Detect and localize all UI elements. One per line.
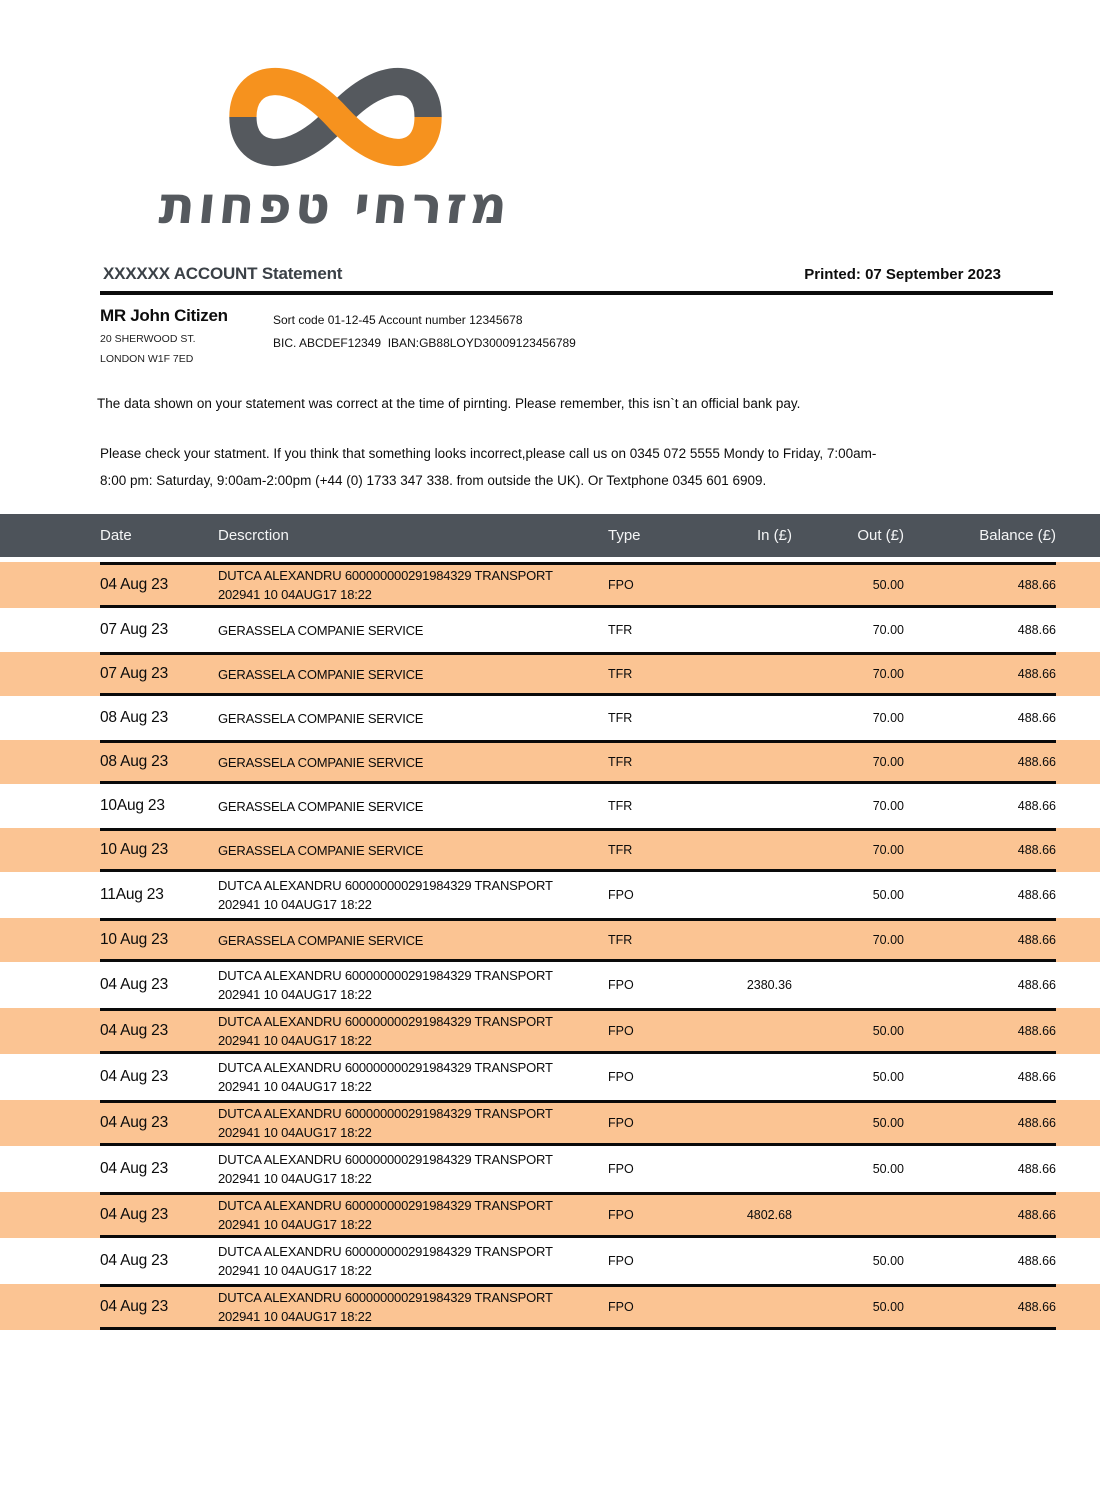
cell-type: FPO [608,1070,634,1084]
cell-balance: 488.66 [1017,1162,1056,1176]
cell-date: 04 Aug 23 [100,1298,169,1315]
description-line-1: GERASSELA COMPANIE SERVICE [218,710,424,726]
cell-balance: 488.66 [1017,667,1056,681]
description-line-1: DUTCA ALEXANDRU 600000000291984329 TRANSPORT [218,1152,553,1167]
table-row [0,828,1100,872]
cell-description [218,931,608,950]
cell-date: 04 Aug 23 [100,1022,169,1039]
cell-type: FPO [608,1208,634,1222]
cell-out: 50.00 [872,1162,904,1176]
cell-description [218,876,608,914]
cell-type: TFR [608,711,633,725]
cell-type: TFR [608,623,633,637]
bic-iban: BIC. ABCDEF12349 IBAN:GB88LOYD30009123456789 [273,336,576,350]
column-header-type: Type [608,527,641,544]
table-row [0,1284,1100,1330]
cell-out: 70.00 [872,799,904,813]
cell-description [218,1104,608,1142]
cell-balance: 488.66 [1017,799,1056,813]
column-header-date: Date [100,527,132,544]
cell-description [218,1196,608,1234]
cell-balance: 488.66 [1017,888,1056,902]
cell-description [218,1058,608,1096]
cell-description [218,1012,608,1050]
description-line-1: GERASSELA COMPANIE SERVICE [218,932,424,948]
cell-balance: 488.66 [1017,933,1056,947]
cell-description [218,665,608,684]
cell-in: 4802.68 [746,1208,792,1222]
cell-out: 70.00 [872,711,904,725]
cell-type: FPO [608,1116,634,1130]
table-row [0,872,1100,918]
table-row [0,1008,1100,1054]
sort-code-account-number: Sort code 01-12-45 Account number 12345678 [273,313,523,327]
cell-type: FPO [608,578,634,592]
cell-description [218,709,608,728]
cell-balance: 488.66 [1017,978,1056,992]
description-line-1: DUTCA ALEXANDRU 600000000291984329 TRANSPORT [218,1290,553,1305]
description-line-1: GERASSELA COMPANIE SERVICE [218,622,424,638]
cell-balance: 488.66 [1017,578,1056,592]
description-line-1: GERASSELA COMPANIE SERVICE [218,754,424,770]
cell-type: FPO [608,978,634,992]
cell-out: 50.00 [872,578,904,592]
table-row [0,696,1100,740]
description-line-1: DUTCA ALEXANDRU 600000000291984329 TRANSPORT [218,1060,553,1075]
description-line-2: 202941 10 04AUG17 18:22 [218,1125,372,1140]
cell-date: 04 Aug 23 [100,1160,169,1177]
description-line-1: GERASSELA COMPANIE SERVICE [218,798,424,814]
cell-type: FPO [608,1162,634,1176]
table-row [0,608,1100,652]
table-row [0,784,1100,828]
cell-out: 50.00 [872,1024,904,1038]
cell-date: 04 Aug 23 [100,1114,169,1131]
table-row [0,1146,1100,1192]
description-line-1: DUTCA ALEXANDRU 600000000291984329 TRANSPORT [218,1014,553,1029]
description-line-2: 202941 10 04AUG17 18:22 [218,1033,372,1048]
bank-name-hebrew: מזרחי טפחות [156,176,514,236]
cell-type: TFR [608,843,633,857]
cell-balance: 488.66 [1017,623,1056,637]
cell-date: 04 Aug 23 [100,1068,169,1085]
table-row [0,1238,1100,1284]
description-line-2: 202941 10 04AUG17 18:22 [218,1217,372,1232]
cell-out: 70.00 [872,623,904,637]
cell-date: 10Aug 23 [100,797,165,814]
description-line-2: 202941 10 04AUG17 18:22 [218,987,372,1002]
cell-date: 10 Aug 23 [100,841,169,858]
description-line-2: 202941 10 04AUG17 18:22 [218,1263,372,1278]
description-line-2: 202941 10 04AUG17 18:22 [218,587,372,602]
description-line-1: DUTCA ALEXANDRU 600000000291984329 TRANSPORT [218,878,553,893]
cell-date: 11Aug 23 [100,886,164,903]
notice-paragraph-1: The data shown on your statement was correct at the time of pirnting. Please remember, this isn`t an official bank pay. [97,396,801,411]
cell-date: 04 Aug 23 [100,976,169,993]
cell-date: 10 Aug 23 [100,931,169,948]
description-line-1: DUTCA ALEXANDRU 600000000291984329 TRANSPORT [218,1106,553,1121]
cell-balance: 488.66 [1017,755,1056,769]
statement-title: XXXXXX ACCOUNT Statement [103,264,343,283]
column-header-balance: Balance (£) [979,527,1056,544]
notice-paragraph-2-line-1: Please check your statment. If you think that something looks incorrect,please call us on 0345 072 5555 Mondy to Friday, 7:00am- [100,446,877,461]
cell-out: 50.00 [872,888,904,902]
cell-type: TFR [608,755,633,769]
table-header-row [0,514,1100,557]
cell-date: 04 Aug 23 [100,1206,169,1223]
description-line-1: DUTCA ALEXANDRU 600000000291984329 TRANSPORT [218,568,553,583]
cell-balance: 488.66 [1017,1070,1056,1084]
cell-description [218,1288,608,1326]
table-row [0,652,1100,696]
description-line-2: 202941 10 04AUG17 18:22 [218,1171,372,1186]
cell-balance: 488.66 [1017,1208,1056,1222]
cell-out: 50.00 [872,1300,904,1314]
cell-description [218,621,608,640]
cell-balance: 488.66 [1017,711,1056,725]
cell-type: TFR [608,667,633,681]
table-row [0,562,1100,608]
table-row [0,918,1100,962]
cell-type: TFR [608,933,633,947]
cell-description [218,1150,608,1188]
cell-description [218,566,608,604]
column-header-description: Descrction [218,527,289,544]
cell-out: 50.00 [872,1070,904,1084]
account-holder-name: MR John Citizen [100,306,228,325]
cell-description [218,797,608,816]
notice-paragraph-2 [100,440,960,494]
cell-type: FPO [608,1300,634,1314]
cell-type: FPO [608,1254,634,1268]
cell-type: FPO [608,888,634,902]
header-divider [100,291,1053,295]
description-line-1: DUTCA ALEXANDRU 600000000291984329 TRANSPORT [218,1244,553,1259]
description-line-2: 202941 10 04AUG17 18:22 [218,897,372,912]
description-line-1: DUTCA ALEXANDRU 600000000291984329 TRANSPORT [218,968,553,983]
cell-balance: 488.66 [1017,1116,1056,1130]
cell-in: 2380.36 [746,978,792,992]
description-line-1: GERASSELA COMPANIE SERVICE [218,842,424,858]
cell-out: 70.00 [872,933,904,947]
table-body [0,562,1100,1330]
column-header-out: Out (£) [857,527,904,544]
table-row [0,1100,1100,1146]
address-line-1: 20 SHERWOOD ST. [100,333,196,345]
table-row [0,1192,1100,1238]
cell-type: FPO [608,1024,634,1038]
cell-balance: 488.66 [1017,1300,1056,1314]
infinity-logo-icon [213,58,458,176]
cell-out: 70.00 [872,843,904,857]
description-line-2: 202941 10 04AUG17 18:22 [218,1309,372,1324]
cell-description [218,753,608,772]
cell-out: 50.00 [872,1254,904,1268]
cell-out: 70.00 [872,667,904,681]
cell-description [218,1242,608,1280]
cell-date: 08 Aug 23 [100,753,169,770]
cell-out: 50.00 [872,1116,904,1130]
cell-date: 07 Aug 23 [100,665,169,682]
cell-date: 04 Aug 23 [100,576,169,593]
table-row [0,740,1100,784]
cell-out: 70.00 [872,755,904,769]
description-line-1: DUTCA ALEXANDRU 600000000291984329 TRANSPORT [218,1198,553,1213]
printed-date: Printed: 07 September 2023 [804,266,1001,283]
cell-description [218,966,608,1004]
cell-date: 08 Aug 23 [100,709,169,726]
cell-balance: 488.66 [1017,1254,1056,1268]
table-row [0,962,1100,1008]
column-header-in: In (£) [756,527,792,544]
transactions-table [0,514,1100,1330]
cell-type: TFR [608,799,633,813]
cell-balance: 488.66 [1017,1024,1056,1038]
description-line-2: 202941 10 04AUG17 18:22 [218,1079,372,1094]
cell-description [218,841,608,860]
bank-logo [105,58,565,236]
description-line-1: GERASSELA COMPANIE SERVICE [218,666,424,682]
cell-date: 07 Aug 23 [100,621,169,638]
cell-date: 04 Aug 23 [100,1252,169,1269]
cell-balance: 488.66 [1017,843,1056,857]
notice-paragraph-2-line-2: 8:00 pm: Saturday, 9:00am-2:00pm (+44 (0) 1733 347 338. from outside the UK). Or Textphone 0345 601 6909. [100,473,767,488]
address-line-2: LONDON W1F 7ED [100,353,194,365]
table-row [0,1054,1100,1100]
